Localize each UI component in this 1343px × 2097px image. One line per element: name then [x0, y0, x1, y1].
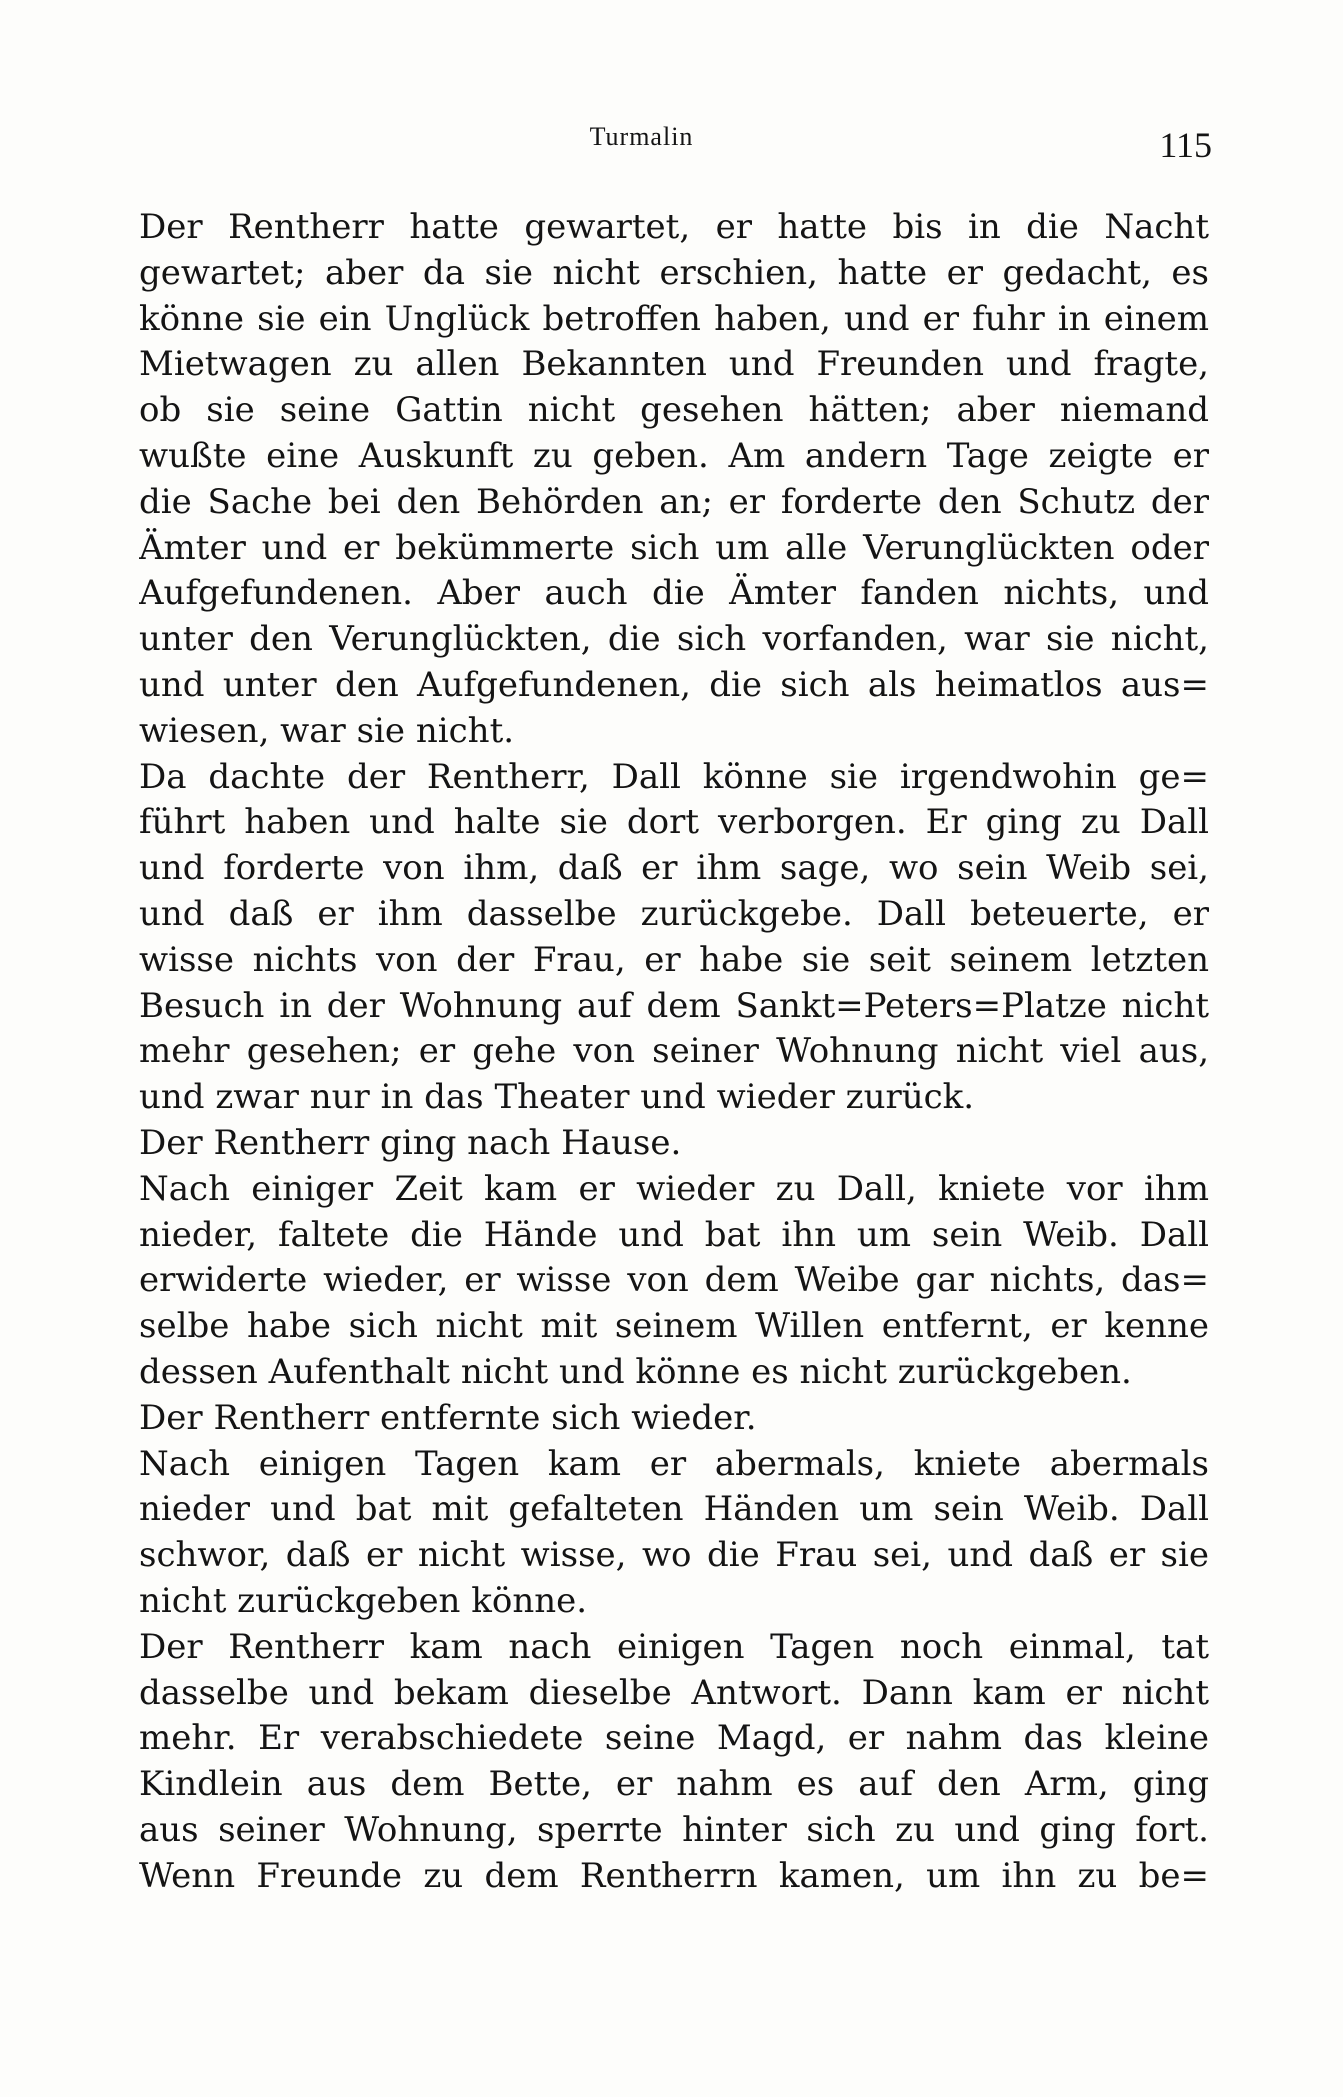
text-line: erwiderte wieder, er wisse von dem Weibe gar nichts, das=	[139, 1260, 1209, 1301]
text-line: aus seiner Wohnung, sperrte hinter sich zu und ging fort.	[139, 1809, 1209, 1850]
text-line: ob sie seine Gattin nicht gesehen hätten; aber niemand	[139, 390, 1209, 431]
text-line: und daß er ihm dasselbe zurückgebe. Dall beteuerte, er	[139, 893, 1209, 934]
text-line: Der Rentherr hatte gewartet, er hatte bis in die Nacht	[139, 207, 1209, 247]
text-line: Aufgefundenen. Aber auch die Ämter fanden nichts, und	[139, 573, 1209, 614]
text-line: Ämter und er bekümmerte sich um alle Verunglückten oder	[139, 527, 1209, 568]
text-line: Besuch in der Wohnung auf dem Sankt=Peters=Platze nicht	[139, 985, 1209, 1026]
text-line: Wenn Freunde zu dem Rentherrn kamen, um ihn zu be=	[139, 1855, 1209, 1896]
text-line: Da dachte der Rentherr, Dall könne sie irgendwohin ge=	[139, 756, 1209, 797]
text-line: wußte eine Auskunft zu geben. Am andern Tage zeigte er	[139, 435, 1209, 476]
text-line: und zwar nur in das Theater und wieder zurück.	[139, 1077, 975, 1118]
text-line: Mietwagen zu allen Bekannten und Freunden und fragte,	[139, 344, 1209, 385]
text-line: Der Rentherr entfernte sich wieder.	[139, 1397, 757, 1438]
page-number: 115	[1159, 125, 1212, 165]
text-line: führt haben und halte sie dort verborgen. Er ging zu Dall	[139, 802, 1209, 843]
text-line: wiesen, war sie nicht.	[139, 710, 515, 751]
text-line: und forderte von ihm, daß er ihm sage, wo sein Weib sei,	[139, 848, 1209, 889]
text-line: und unter den Aufgefundenen, die sich als heimatlos aus=	[139, 664, 1209, 705]
text-line: nieder, faltete die Hände und bat ihn um sein Weib. Dall	[139, 1214, 1209, 1255]
text-line: dasselbe und bekam dieselbe Antwort. Dann kam er nicht	[139, 1672, 1209, 1713]
text-line: Der Rentherr ging nach Hause.	[139, 1122, 682, 1163]
body-text	[139, 205, 1209, 1899]
text-line: dessen Aufenthalt nicht und könne es nicht zurückgeben.	[139, 1351, 1132, 1392]
text-line: gewartet; aber da sie nicht erschien, hatte er gedacht, es	[139, 252, 1209, 293]
running-title: Turmalin	[589, 122, 694, 151]
text-line: mehr. Er verabschiedete seine Magd, er nahm das kleine	[139, 1718, 1209, 1759]
text-line: selbe habe sich nicht mit seinem Willen entfernt, er kenne	[139, 1306, 1209, 1347]
text-line: schwor, daß er nicht wisse, wo die Frau sei, und daß er sie	[139, 1535, 1209, 1576]
text-line: Der Rentherr kam nach einigen Tagen noch einmal, tat	[139, 1626, 1209, 1667]
text-line: die Sache bei den Behörden an; er forderte den Schutz der	[139, 481, 1209, 522]
text-line: mehr gesehen; er gehe von seiner Wohnung nicht viel aus,	[139, 1031, 1209, 1072]
text-line: unter den Verunglückten, die sich vorfanden, war sie nicht,	[139, 619, 1209, 660]
text-line: nicht zurückgeben könne.	[139, 1580, 588, 1621]
text-line: könne sie ein Unglück betroffen haben, und er fuhr in einem	[139, 298, 1209, 339]
text-line: wisse nichts von der Frau, er habe sie seit seinem letzten	[139, 939, 1209, 980]
text-line: Kindlein aus dem Bette, er nahm es auf den Arm, ging	[139, 1764, 1209, 1805]
text-line: nieder und bat mit gefalteten Händen um sein Weib. Dall	[139, 1489, 1209, 1530]
text-line: Nach einiger Zeit kam er wieder zu Dall, kniete vor ihm	[139, 1168, 1209, 1209]
text-line: Nach einigen Tagen kam er abermals, kniete abermals	[139, 1443, 1209, 1484]
